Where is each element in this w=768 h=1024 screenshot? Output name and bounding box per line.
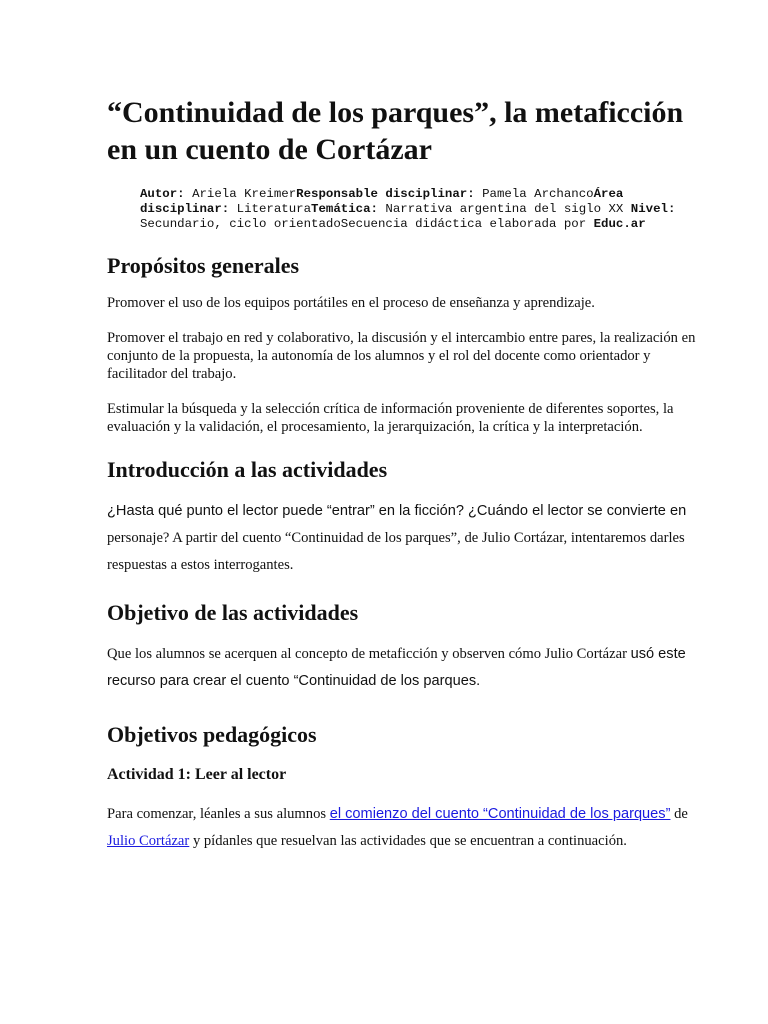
actividad-1-text-3: y pídanles que resuelvan las actividades que se encuentran a continuación.: [192, 833, 627, 849]
introduccion-text-narrow: ¿Hasta qué punto el lector puede “entrar” en la ficción? ¿Cuándo el lector se convierte en: [107, 503, 687, 519]
cuento-link[interactable]: el comienzo del cuento “Continuidad de los parques”: [329, 806, 671, 822]
tematica-value: Narrativa argentina del siglo XX: [385, 202, 624, 216]
responsable-label: Responsable disciplinar:: [296, 187, 475, 201]
secuencia-text: Secuencia didáctica elaborada por: [340, 217, 587, 231]
actividad-1-paragraph: [107, 801, 707, 855]
pedagogicos-heading: Objetivos pedagógicos: [107, 722, 317, 747]
secuencia-author: Educ.ar: [593, 217, 646, 231]
document-metadata: [140, 187, 680, 232]
document-title: “Continuidad de los parques”, la metaficción en un cuento de Cortázar: [107, 96, 684, 166]
objetivo-text-narrow: usó este recurso para crear el cuento “Continuidad de los parques.: [107, 646, 686, 689]
area-label: Área disciplinar:: [140, 187, 624, 216]
objetivo-text: Que los alumnos se acerquen al concepto de metaficción y observen cómo Julio Cortázar: [107, 646, 627, 662]
propositos-paragraph-3: Estimular la búsqueda y la selección crítica de información proveniente de diferentes soportes, la evaluación y la validación, el procesamiento, la jerarquización, la crítica y la interpretación.: [107, 401, 674, 435]
nivel-label: Nivel:: [630, 202, 676, 216]
tematica-label: Temática:: [311, 202, 378, 216]
nivel-value: Secundario, ciclo orientado: [140, 217, 341, 231]
propositos-paragraph-2: Promover el trabajo en red y colaborativo, la discusión y el intercambio entre pares, la realización en conjunto de la propuesta, la autonomía de los alumnos y el rol del docente como orientador y facilitador del trabajo.: [107, 330, 696, 382]
julio-cortazar-link[interactable]: Julio Cortázar: [107, 833, 190, 849]
responsable-value: Pamela Archanco: [482, 187, 594, 201]
propositos-heading: Propósitos generales: [107, 253, 300, 278]
area-value: Literatura: [236, 202, 312, 216]
introduccion-paragraph: [107, 498, 707, 579]
propositos-paragraph-1: Promover el uso de los equipos portátiles en el proceso de enseñanza y aprendizaje.: [107, 295, 595, 311]
actividad-1-text-1: Para comenzar, léanles a sus alumnos: [107, 806, 327, 822]
objetivo-paragraph: [107, 641, 707, 695]
document-page: [107, 94, 707, 873]
objetivo-heading: Objetivo de las actividades: [107, 600, 359, 625]
introduccion-heading: Introducción a las actividades: [107, 457, 388, 482]
author-label: Autor:: [140, 187, 185, 201]
introduccion-text: personaje? A partir del cuento “Continuidad de los parques”, de Julio Cortázar, intentaremos darles respuestas a estos interrogantes.: [107, 530, 685, 573]
actividad-1-text-2: de: [674, 806, 688, 822]
actividad-1-heading: Actividad 1: Leer al lector: [107, 766, 287, 783]
author-value: Ariela Kreimer: [192, 187, 297, 201]
